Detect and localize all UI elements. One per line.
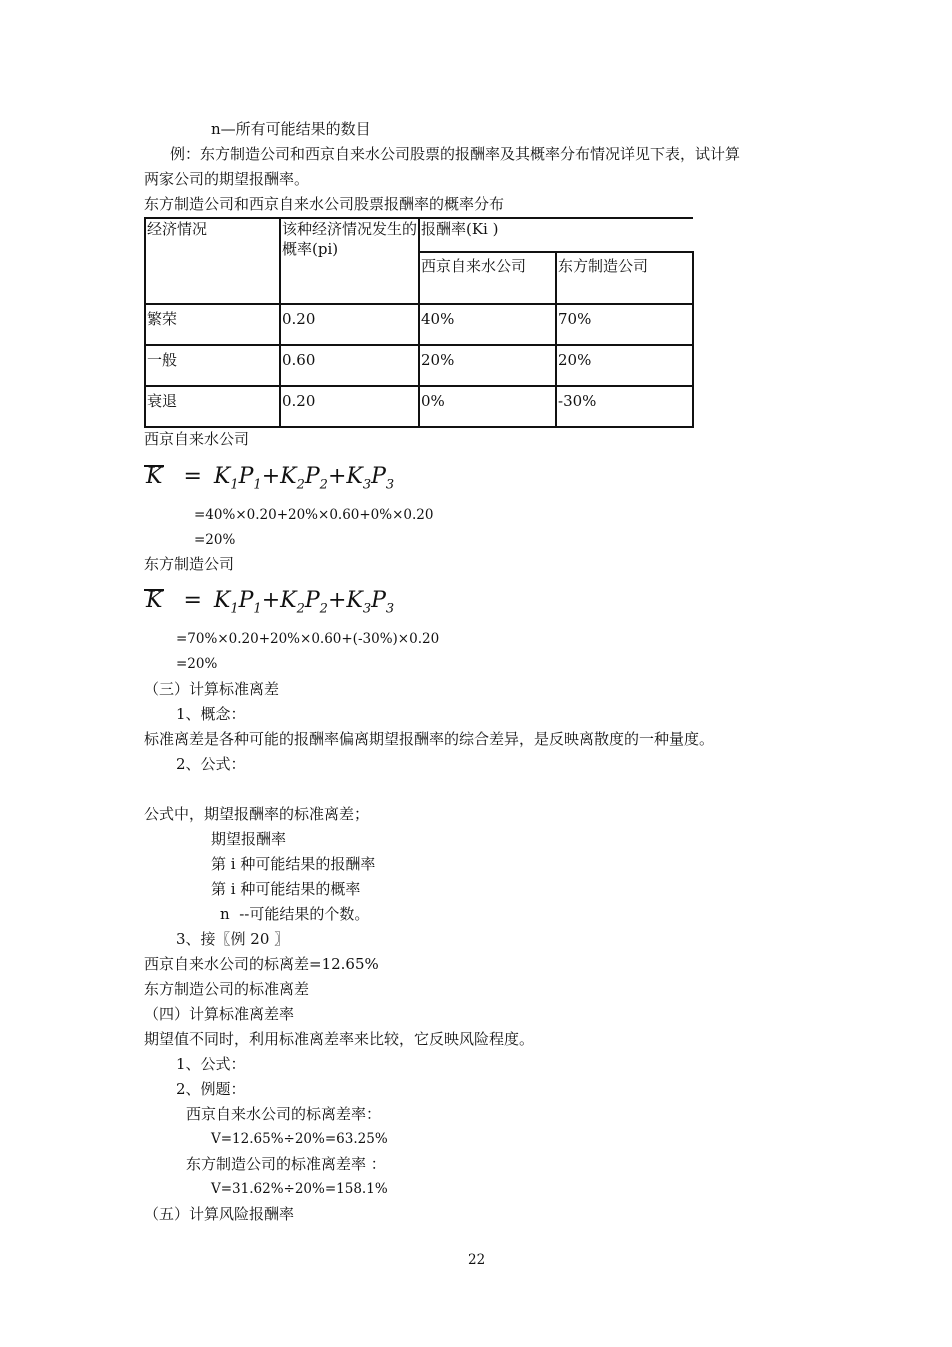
text-line: 西京自来水公司的标离差=12.65%	[144, 955, 379, 973]
text-line: 公式中，期望报酬率的标准离差；	[144, 805, 370, 823]
table-title: 东方制造公司和西京自来水公司股票报酬率的概率分布	[144, 195, 505, 213]
calc-result: =20%	[194, 532, 236, 548]
text-line: 1、公式：	[176, 1055, 246, 1073]
k-bar-symbol: K	[146, 588, 163, 613]
section-heading: （五）计算风险报酬率	[144, 1205, 295, 1223]
company-label: 东方制造公司	[144, 555, 235, 573]
text-line: 东方制造公司的标准离差率 ：	[186, 1155, 386, 1173]
text-line: 西京自来水公司的标离差率：	[186, 1105, 382, 1123]
header-return: 报酬率(Ki )	[419, 218, 693, 252]
text-line: 1、概念：	[176, 705, 246, 723]
calc-result: =20%	[176, 656, 218, 672]
text-line: 第 i 种可能结果的报酬率	[211, 855, 376, 873]
cell-econ: 衰退	[145, 386, 280, 427]
calc-line: V=12.65%÷20%=63.25%	[211, 1131, 388, 1147]
calc-line: =70%×0.20+20%×0.60+(-30%)×0.20	[176, 631, 440, 647]
cell-econ: 繁荣	[145, 304, 280, 345]
text-line: 第 i 种可能结果的概率	[211, 880, 361, 898]
header-xj: 西京自来水公司	[419, 252, 556, 304]
text-line: 期望报酬率	[211, 830, 287, 848]
cell-xj: 0%	[419, 386, 556, 427]
cell-df: 70%	[556, 304, 693, 345]
cell-xj: 40%	[419, 304, 556, 345]
text-line: 例：东方制造公司和西京自来水公司股票的报酬率及其概率分布情况详见下表，试计算	[170, 145, 741, 163]
calc-line: V=31.62%÷20%=158.1%	[211, 1181, 388, 1197]
section-heading: （四）计算标准离差率	[144, 1005, 295, 1023]
cell-prob: 0.20	[280, 386, 419, 427]
company-label: 西京自来水公司	[144, 430, 250, 448]
text-line: 两家公司的期望报酬率。	[144, 170, 310, 188]
section-heading: （三）计算标准离差	[144, 680, 280, 698]
cell-df: 20%	[556, 345, 693, 386]
expected-return-formula: $K = K_1P_1+K_2P_2+K_3P_3$	[146, 464, 395, 493]
expected-return-formula: $K = K_1P_1+K_2P_2+K_3P_3$	[146, 588, 395, 617]
text-line: 2、例题：	[176, 1080, 246, 1098]
header-df: 东方制造公司	[556, 252, 693, 304]
header-econ: 经济情况	[145, 218, 280, 304]
cell-prob: 0.60	[280, 345, 419, 386]
text-line: 2、公式：	[176, 755, 246, 773]
text-line: 东方制造公司的标准离差	[144, 980, 310, 998]
text-line: 3、接〖例 20 〗	[176, 930, 290, 948]
cell-df: -30%	[556, 386, 693, 427]
header-prob: 该种经济情况发生的概率(pi)	[280, 218, 419, 304]
page-number: 22	[468, 1252, 486, 1268]
calc-line: =40%×0.20+20%×0.60+0%×0.20	[194, 507, 434, 523]
text-line: n --可能结果的个数。	[220, 905, 370, 923]
cell-xj: 20%	[419, 345, 556, 386]
text-line: 期望值不同时，利用标准离差率来比较，它反映风险程度。	[144, 1030, 535, 1048]
cell-econ: 一般	[145, 345, 280, 386]
k-bar-symbol: K	[146, 464, 163, 489]
text-line: n—所有可能结果的数目	[211, 120, 371, 138]
cell-prob: 0.20	[280, 304, 419, 345]
probability-table	[144, 217, 694, 428]
text-line: 标准离差是各种可能的报酬率偏离期望报酬率的综合差异，是反映离散度的一种量度。	[144, 730, 715, 748]
